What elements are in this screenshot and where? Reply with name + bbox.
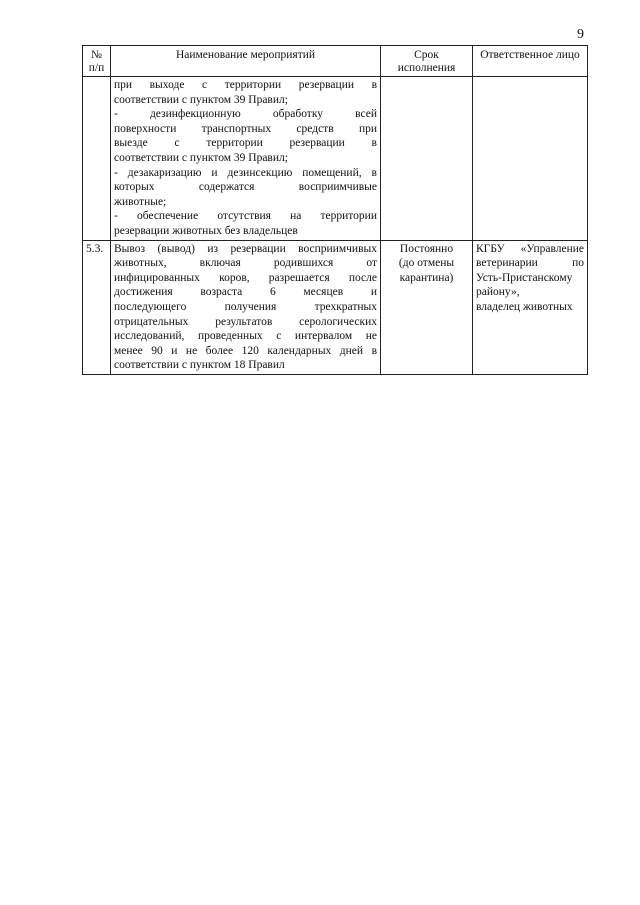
responsible-line: КГБУ «Управление [476,242,584,255]
row-number: 5.3. [83,240,111,374]
term-cell [381,240,473,374]
text-line: резервации животных без владельцев [114,224,298,237]
text-line: соответствии с пунктом 18 Правил [114,359,285,372]
measure-text [111,240,381,374]
header-term: Срок исполнения [381,46,473,77]
text-line: - дезакаризацию и дезинсекцию помещений, в [114,166,377,179]
header-num: № п/п [83,46,111,77]
responsible-line: владелец животных [476,300,573,313]
page-number: 9 [577,27,584,42]
text-line: последующего получения трехкратных [114,300,377,313]
term-line: карантина) [399,271,454,284]
text-line: менее 90 и не более 120 календарных дней в [114,344,377,357]
measures-table [82,45,588,375]
term-cell [381,77,473,241]
text-line: соответствии с пунктом 39 Правил; [114,151,288,164]
responsible-line: Усть-Пристанскому [476,271,573,284]
text-line: инфицированных коров, разрешается после [114,271,377,284]
term-line: Постоянно [399,242,454,255]
measure-text [111,77,381,241]
text-line: исследований, проведенных с интервалом не [114,330,377,343]
table-row [83,240,588,374]
text-line: поверхности транспортных средств при [114,122,377,135]
table-header-row [83,46,588,77]
term-line: (до отмены [398,257,455,270]
row-number [83,77,111,241]
responsible-cell [473,77,588,241]
text-line: при выходе с территории резервации в [114,79,377,91]
text-line: - обеспечение отсутствия на территории [114,210,377,223]
text-line: достижения возраста 6 месяцев и [114,286,377,299]
table-row [83,77,588,241]
header-name: Наименование мероприятий [111,46,381,77]
text-line: которых содержатся восприимчивые [114,181,377,194]
text-line: Вывоз (вывод) из резервации восприимчивых [114,242,377,255]
responsible-line: ветеринарии по [476,257,584,270]
text-line: отрицательных результатов серологических [114,315,377,328]
header-responsible: Ответственное лицо [473,46,588,77]
text-line: - дезинфекционную обработку всей [114,108,377,121]
text-line: соответствии с пунктом 39 Правил; [114,93,288,106]
responsible-line: району», [476,286,520,299]
text-line: животные; [114,195,167,208]
text-line: животных, включая родившихся от [114,257,377,270]
responsible-cell [473,240,588,374]
text-line: выезде с территории резервации в [114,137,377,150]
